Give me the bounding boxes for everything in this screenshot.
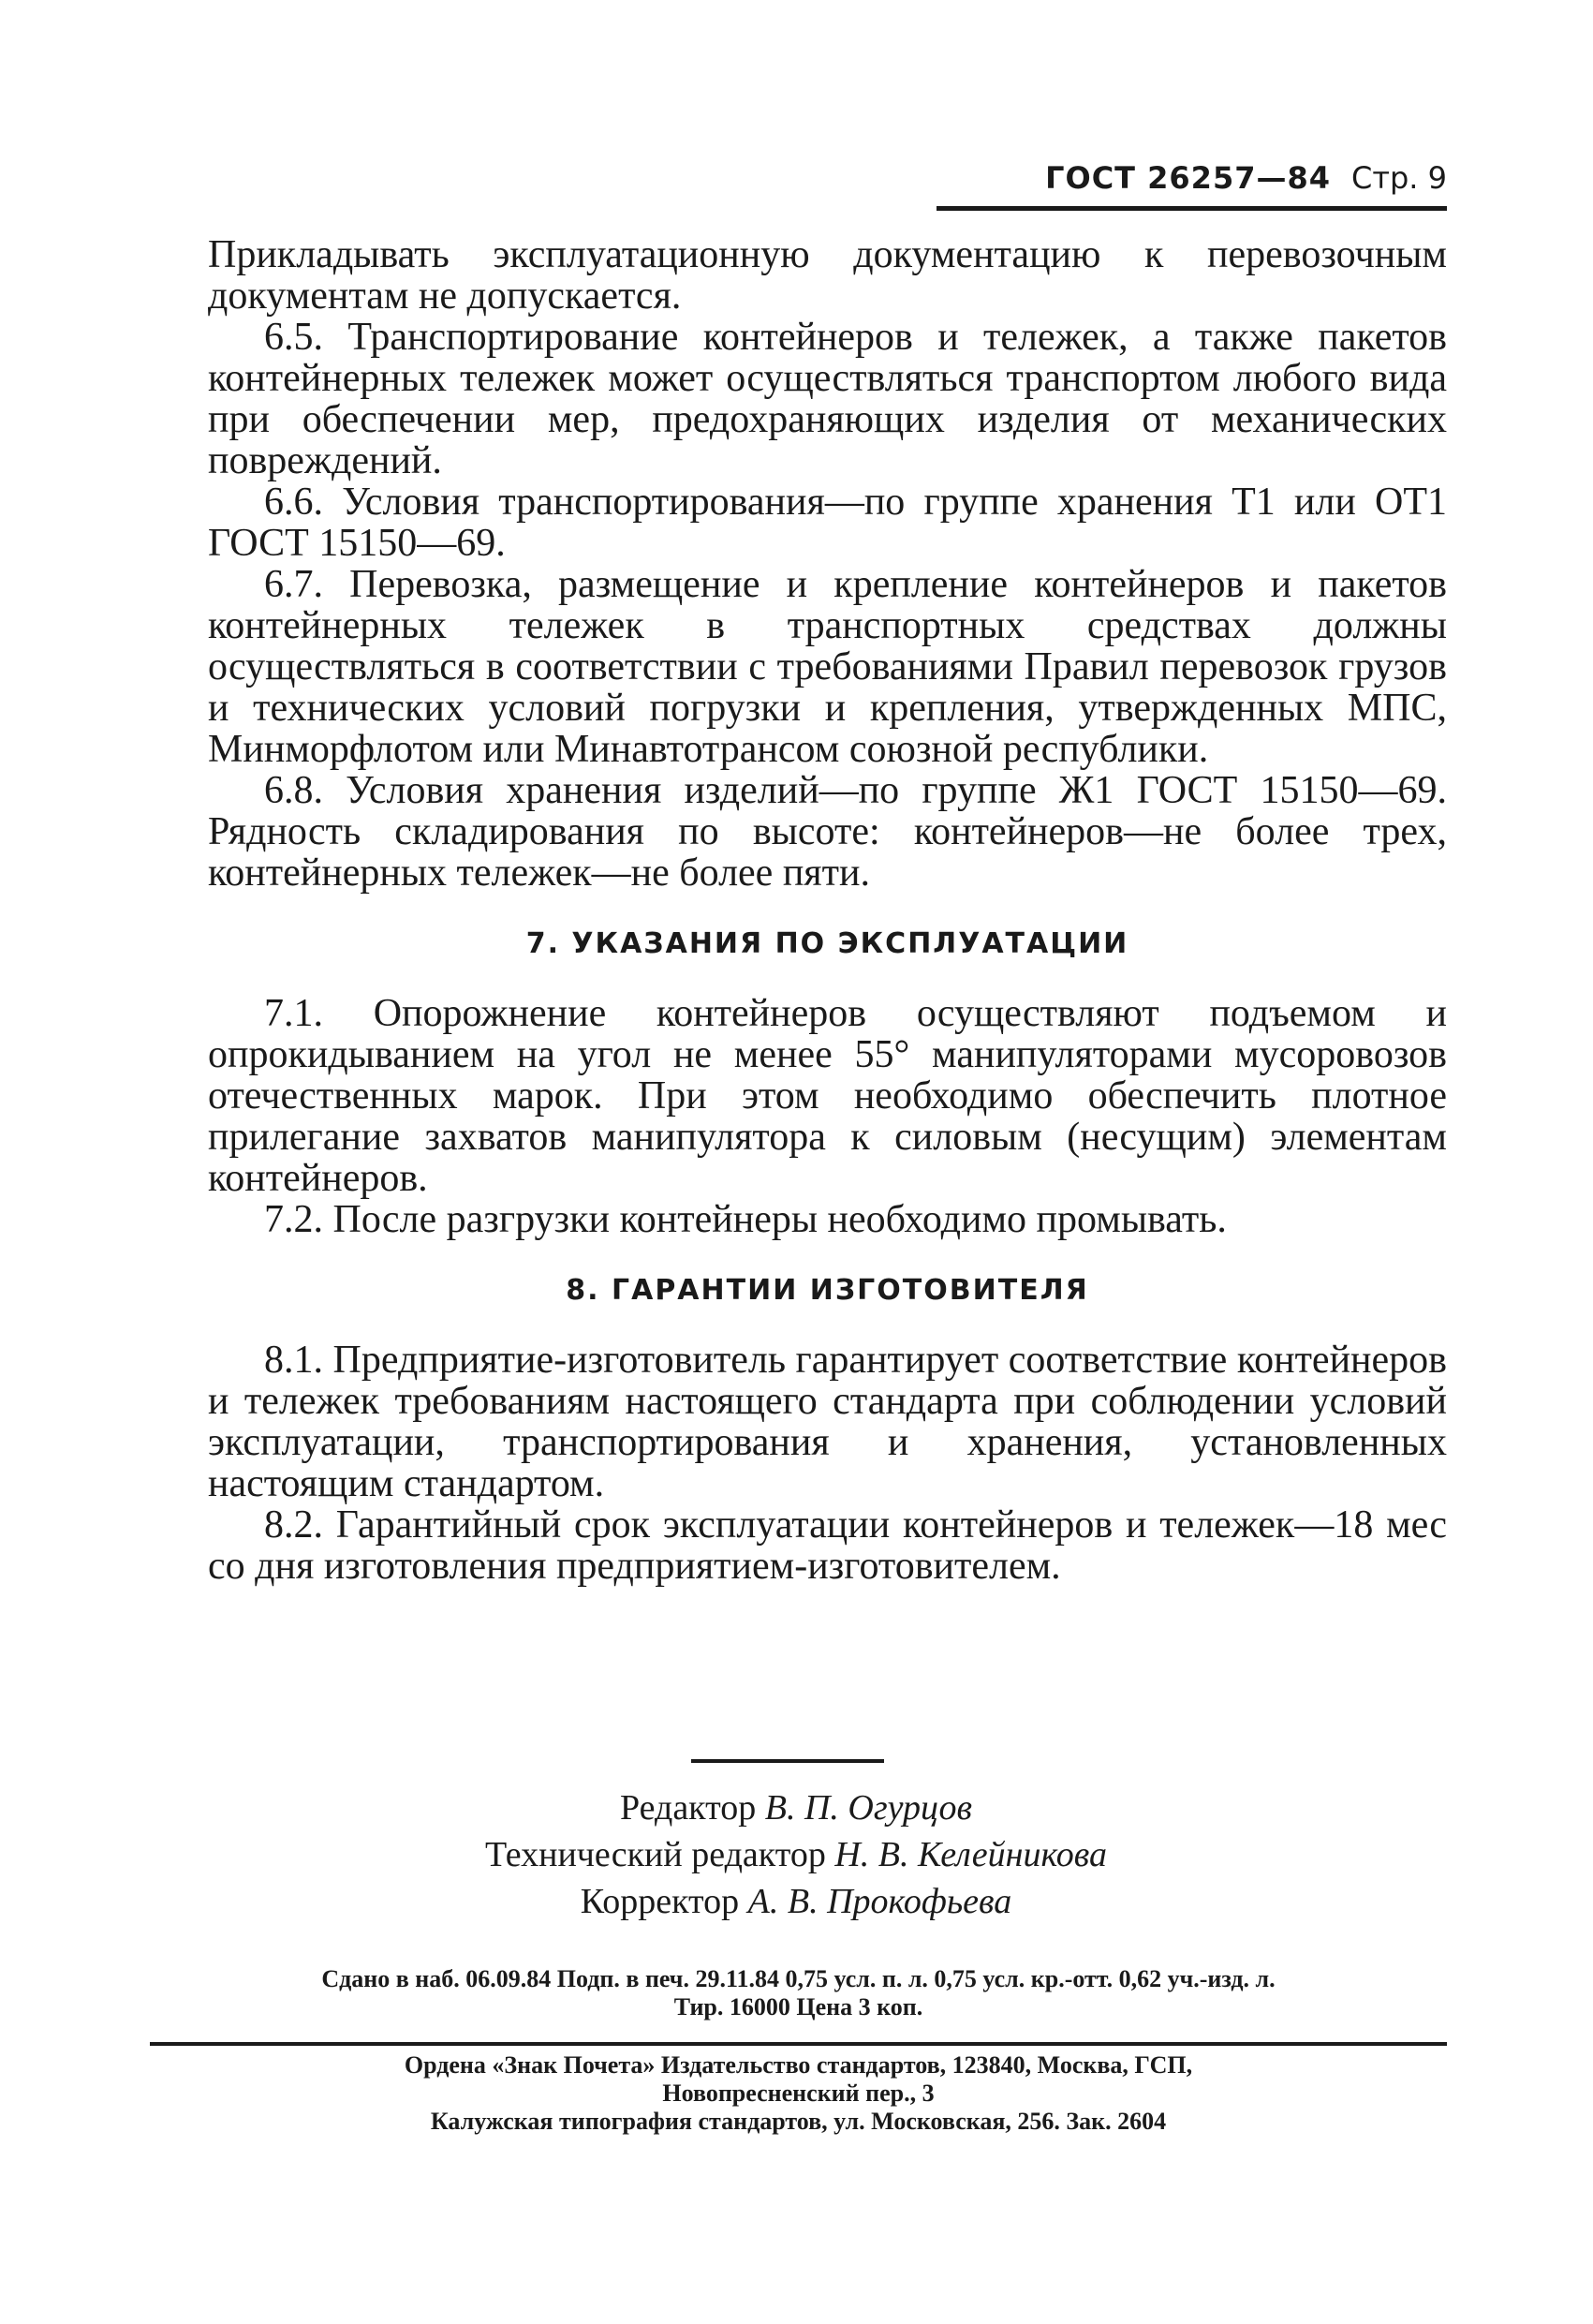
document-body bbox=[208, 234, 1447, 1587]
paragraph-6-5: 6.5. Транспортирование контейнеров и тележек, а также пакетов контейнерных тележек может осуществляться транспортом любого вида при обеспечении мер, предохраняющих изделия от механических повреждений. bbox=[208, 316, 1447, 482]
divider-short bbox=[691, 1759, 884, 1763]
credit-role: Редактор bbox=[619, 1788, 757, 1828]
paragraph: Прикладывать эксплуатационную документацию к перевозочным документам не допускается. bbox=[208, 233, 1447, 318]
paragraph-7-2: 7.2. После разгрузки контейнеры необходимо промывать. bbox=[264, 1198, 1227, 1241]
imprint-line: Сдано в наб. 06.09.84 Подп. в печ. 29.11.84 0,75 усл. п. л. 0,75 усл. кр.-отт. 0,62 уч.-изд. л. bbox=[321, 1965, 1276, 1992]
section-title-7: 7. УКАЗАНИЯ ПО ЭКСПЛУАТАЦИИ bbox=[525, 927, 1129, 960]
page-header bbox=[937, 150, 1447, 211]
paragraph-7-1: 7.1. Опорожнение контейнеров осуществляют подъемом и опрокидыванием на угол не менее 55° манипуляторами мусоровозов отечественных марок. При этом необходимо обеспечить плотное прилегание захватов манипулятора к силовым (несущим) элементам контейнеров. bbox=[208, 992, 1447, 1200]
imprint-block bbox=[150, 1965, 1447, 2021]
paragraph-6-7: 6.7. Перевозка, размещение и крепление контейнеров и пакетов контейнерных тележек в транспортных средствах должны осуществляться в соответствии с требованиями Правил перевозок грузов и технических условий погрузки и крепления, утвержденных МПС, Минморфлотом или Минавтотрансом союзной республики. bbox=[208, 563, 1447, 771]
paragraph-8-2: 8.2. Гарантийный срок эксплуатации контейнеров и тележек—18 мес со дня изготовления предприятием-изготовителем. bbox=[208, 1503, 1447, 1588]
credit-line bbox=[375, 1831, 1217, 1878]
publisher-line: Калужская типография стандартов, ул. Московская, 256. Зак. 2604 bbox=[430, 2108, 1167, 2135]
credit-role: Корректор bbox=[580, 1882, 740, 1921]
publisher-line: Новопресненский пер., 3 bbox=[662, 2080, 935, 2107]
credits-block bbox=[375, 1784, 1217, 1925]
credit-line bbox=[375, 1784, 1217, 1831]
paragraph-6-8: 6.8. Условия хранения изделий—по группе Ж1 ГОСТ 15150—69. Рядность складирования по высоте: контейнеров—не более трех, контейнерных тележек—не более пяти. bbox=[208, 769, 1447, 895]
credit-name: Н. В. Келейникова bbox=[834, 1835, 1108, 1874]
divider-full bbox=[150, 2042, 1447, 2046]
section-title-8: 8. ГАРАНТИИ ИЗГОТОВИТЕЛЯ bbox=[566, 1274, 1089, 1307]
imprint-line: Тир. 16000 Цена 3 коп. bbox=[673, 1993, 923, 2021]
paragraph-8-1: 8.1. Предприятие-изготовитель гарантирует соответствие контейнеров и тележек требованиям настоящего стандарта при соблюдении условий эксплуатации, транспортирования и хранения, установленных настоящим стандартом. bbox=[208, 1339, 1447, 1505]
credit-role: Технический редактор bbox=[484, 1835, 826, 1874]
publisher-block bbox=[150, 2051, 1447, 2136]
page-number: Стр. 9 bbox=[1351, 160, 1447, 196]
paragraph-6-6: 6.6. Условия транспортирования—по группе хранения Т1 или ОТ1 ГОСТ 15150—69. bbox=[208, 481, 1447, 565]
credit-name: А. В. Прокофьева bbox=[747, 1882, 1012, 1921]
credit-name: В. П. Огурцов bbox=[764, 1788, 972, 1828]
standard-number: ГОСТ 26257—84 bbox=[1045, 160, 1331, 196]
credit-line bbox=[375, 1878, 1217, 1925]
publisher-line: Ордена «Знак Почета» Издательство стандартов, 123840, Москва, ГСП, bbox=[404, 2051, 1193, 2079]
